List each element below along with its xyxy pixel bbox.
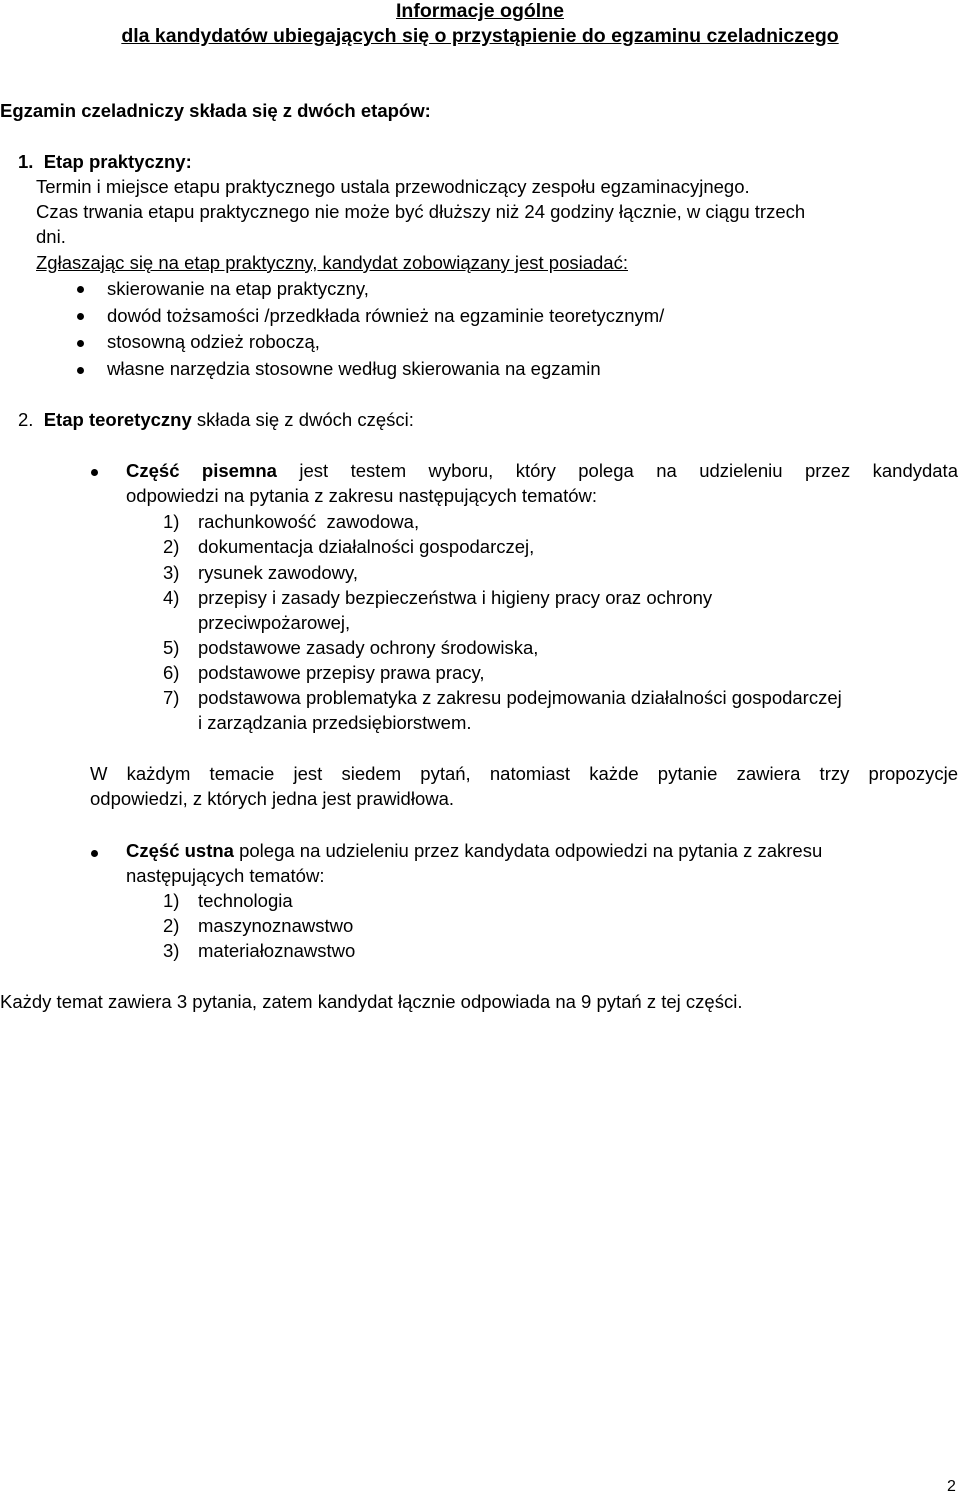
topic-number: 2): [163, 536, 180, 557]
topic-number: 7): [163, 687, 180, 708]
topic-text-continued: przeciwpożarowej,: [198, 612, 351, 633]
stage2-number: 2.: [18, 409, 34, 430]
written-line2: odpowiedzi na pytania z zakresu następujących tematów:: [126, 485, 597, 506]
topic-text: technologia: [198, 890, 293, 911]
document-subtitle: dla kandydatów ubiegających się o przystąpienie do egzaminu czeladniczego: [121, 25, 839, 47]
oral-label: Część ustna: [126, 840, 234, 861]
topic-number: 6): [163, 662, 180, 683]
stage1-line3: dni.: [36, 226, 66, 247]
topic-text: rysunek zawodowy,: [198, 562, 359, 583]
topic-number: 5): [163, 637, 180, 658]
topic-text: przepisy i zasady bezpieczeństwa i higieny pracy oraz ochrony: [198, 587, 713, 608]
topic-text: rachunkowość zawodowa,: [198, 511, 420, 532]
requirements-heading: Zgłaszając się na etap praktyczny, kandydat zobowiązany jest posiadać:: [36, 252, 628, 273]
requirement-item: skierowanie na etap praktyczny,: [107, 278, 369, 299]
written-note-line2: odpowiedzi, z których jedna jest prawidłowa.: [90, 788, 455, 809]
topic-number: 1): [163, 890, 180, 911]
bullet-icon: [91, 850, 98, 857]
written-line1: [126, 460, 958, 482]
oral-line2: następujących tematów:: [126, 865, 325, 886]
intro-heading: Egzamin czeladniczy składa się z dwóch etapów:: [0, 100, 431, 121]
requirement-item: własne narzędzia stosowne według skierowania na egzamin: [107, 358, 601, 379]
stage1-line2: Czas trwania etapu praktycznego nie może być dłuższy niż 24 godziny łącznie, w ciągu trzech: [36, 201, 806, 222]
stage2-heading-rest: składa się z dwóch części:: [196, 409, 414, 430]
topic-number: 3): [163, 940, 180, 961]
topic-text: podstawowa problematyka z zakresu podejmowania działalności gospodarczej: [198, 687, 842, 708]
summary-text: Każdy temat zawiera 3 pytania, zatem kandydat łącznie odpowiada na 9 pytań z tej części.: [0, 991, 743, 1012]
bullet-icon: [77, 340, 84, 347]
stage2-heading-bold: Etap teoretyczny: [43, 409, 192, 430]
requirement-item: dowód tożsamości /przedkłada również na egzaminie teoretycznym/: [107, 305, 665, 326]
topic-number: 4): [163, 587, 180, 608]
page-number: 2: [947, 1478, 956, 1495]
bullet-icon: [77, 367, 84, 374]
topic-text: materiałoznawstwo: [198, 940, 356, 961]
written-line1-rest: jest testem wyboru, który polega na udzieleniu przez kandydata: [299, 460, 958, 481]
requirement-item: stosowną odzież roboczą,: [107, 331, 320, 352]
topic-text: maszynoznawstwo: [198, 915, 354, 936]
topic-text: podstawowe zasady ochrony środowiska,: [198, 637, 539, 658]
topic-text-continued: i zarządzania przedsiębiorstwem.: [198, 712, 472, 733]
oral-line1-rest: polega na udzieleniu przez kandydata odpowiedzi na pytania z zakresu: [239, 840, 823, 861]
bullet-icon: [77, 313, 84, 320]
topic-text: podstawowe przepisy prawa pracy,: [198, 662, 485, 683]
topic-text: dokumentacja działalności gospodarczej,: [198, 536, 535, 557]
written-label: Część pisemna: [126, 460, 277, 481]
topic-number: 3): [163, 562, 180, 583]
stage1-heading: 1. Etap praktyczny:: [18, 151, 192, 172]
topic-number: 2): [163, 915, 180, 936]
stage2-heading: [18, 409, 414, 431]
document-title: Informacje ogólne: [396, 0, 564, 22]
oral-line1: [126, 840, 822, 862]
written-note-line1: W każdym temacie jest siedem pytań, natomiast każde pytanie zawiera trzy propozycje: [90, 763, 958, 784]
bullet-icon: [77, 286, 84, 293]
stage1-line1: Termin i miejsce etapu praktycznego ustala przewodniczący zespołu egzaminacyjnego.: [36, 176, 750, 197]
bullet-icon: [91, 469, 98, 476]
topic-number: 1): [163, 511, 180, 532]
